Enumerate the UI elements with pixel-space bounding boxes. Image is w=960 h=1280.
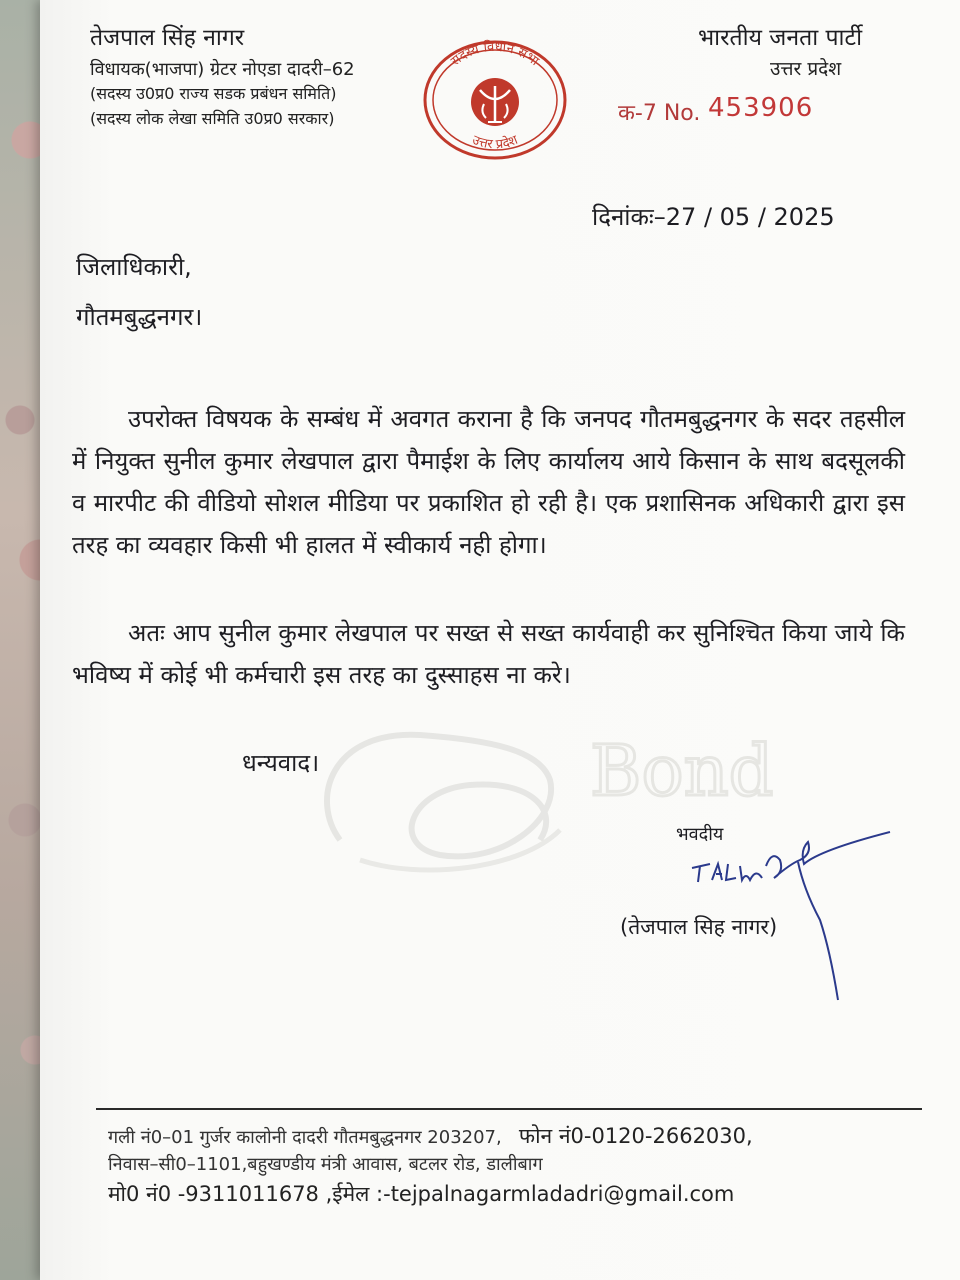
signer-name: (तेजपाल सिह नागर) [620, 915, 778, 939]
watermark-text: Bond [590, 730, 774, 812]
closing-sincerely: भवदीय [676, 824, 724, 845]
footer-phone: फोन नं0-0120-2662030, [518, 1124, 753, 1148]
party-name: भारतीय जनता पार्टी [698, 25, 863, 51]
mla-name: तेजपाल सिंह नागर [90, 25, 245, 51]
footer-divider [96, 1108, 922, 1110]
mla-designation: विधायक(भाजपा) ग्रेटर नोएडा दादरी–62 [90, 59, 355, 80]
serial-number: 453906 [708, 93, 814, 123]
letter-date: दिनांकः–27 / 05 / 2025 [592, 203, 835, 231]
footer-address [108, 1122, 753, 1150]
footer-address-text: गली नं0–01 गुर्जर कालोनी दादरी गौतमबुद्धनगर 203207, [108, 1127, 502, 1148]
svg-text:उत्तर प्रदेश [470, 132, 521, 152]
committee-membership-1: (सदस्य उ0प्र0 राज्य सडक प्रबंधन समिति) [90, 84, 337, 103]
committee-membership-2: (सदस्य लोक लेखा समिति उ0प्र0 सरकार) [90, 109, 335, 128]
serial-label: क-7 No. [618, 101, 701, 126]
footer-residence: निवास–सी0–1101,बहुखण्डीय मंत्री आवास, बटलर रोड, डालीबाग [108, 1154, 543, 1175]
assembly-seal [420, 38, 570, 162]
body-paragraph-1: उपरोक्त विषयक के सम्बंध में अवगत कराना है कि जनपद गौतमबुद्धनगर के सदर तहसील में नियुक्त सुनील कुमार लेखपाल द्वारा पैमाईश के लिए कार्यालय आये किसान के साथ बदसूलकी व मारपीट की वीडियो सोशल मीडिया पर प्रकाशित हो रही है। एक प्रशासिनक अधिकारी द्वारा इस तरह का व्यवहार किसी भी हालत में स्वीकार्य नही होगा। [72, 405, 905, 559]
seal-bottom-text: उत्तर प्रदेश [469, 132, 521, 153]
emblem-icon [471, 78, 519, 126]
thanks-line: धन्यवाद। [242, 749, 320, 777]
footer-mobile-email: मो0 नं0 -9311011678 ,ईमेल :-tejpalnagarmladadri@gmail.com [108, 1182, 735, 1206]
seal-top-text: सदस्य विधान सभा [448, 39, 542, 70]
party-state: उत्तर प्रदेश [770, 58, 842, 80]
recipient-title: जिलाधिकारी, [76, 253, 192, 281]
body-paragraph-2: अतः आप सुनील कुमार लेखपाल पर सख्त से सख्त कार्यवाही कर सुनिश्चित किया जाये कि भविष्य में कोई भी कर्मचारी इस तरह का दुस्साहस ना करे। [72, 619, 905, 689]
recipient-district: गौतमबुद्धनगर। [76, 303, 203, 331]
svg-text:सदस्य विधान सभा [448, 39, 542, 70]
